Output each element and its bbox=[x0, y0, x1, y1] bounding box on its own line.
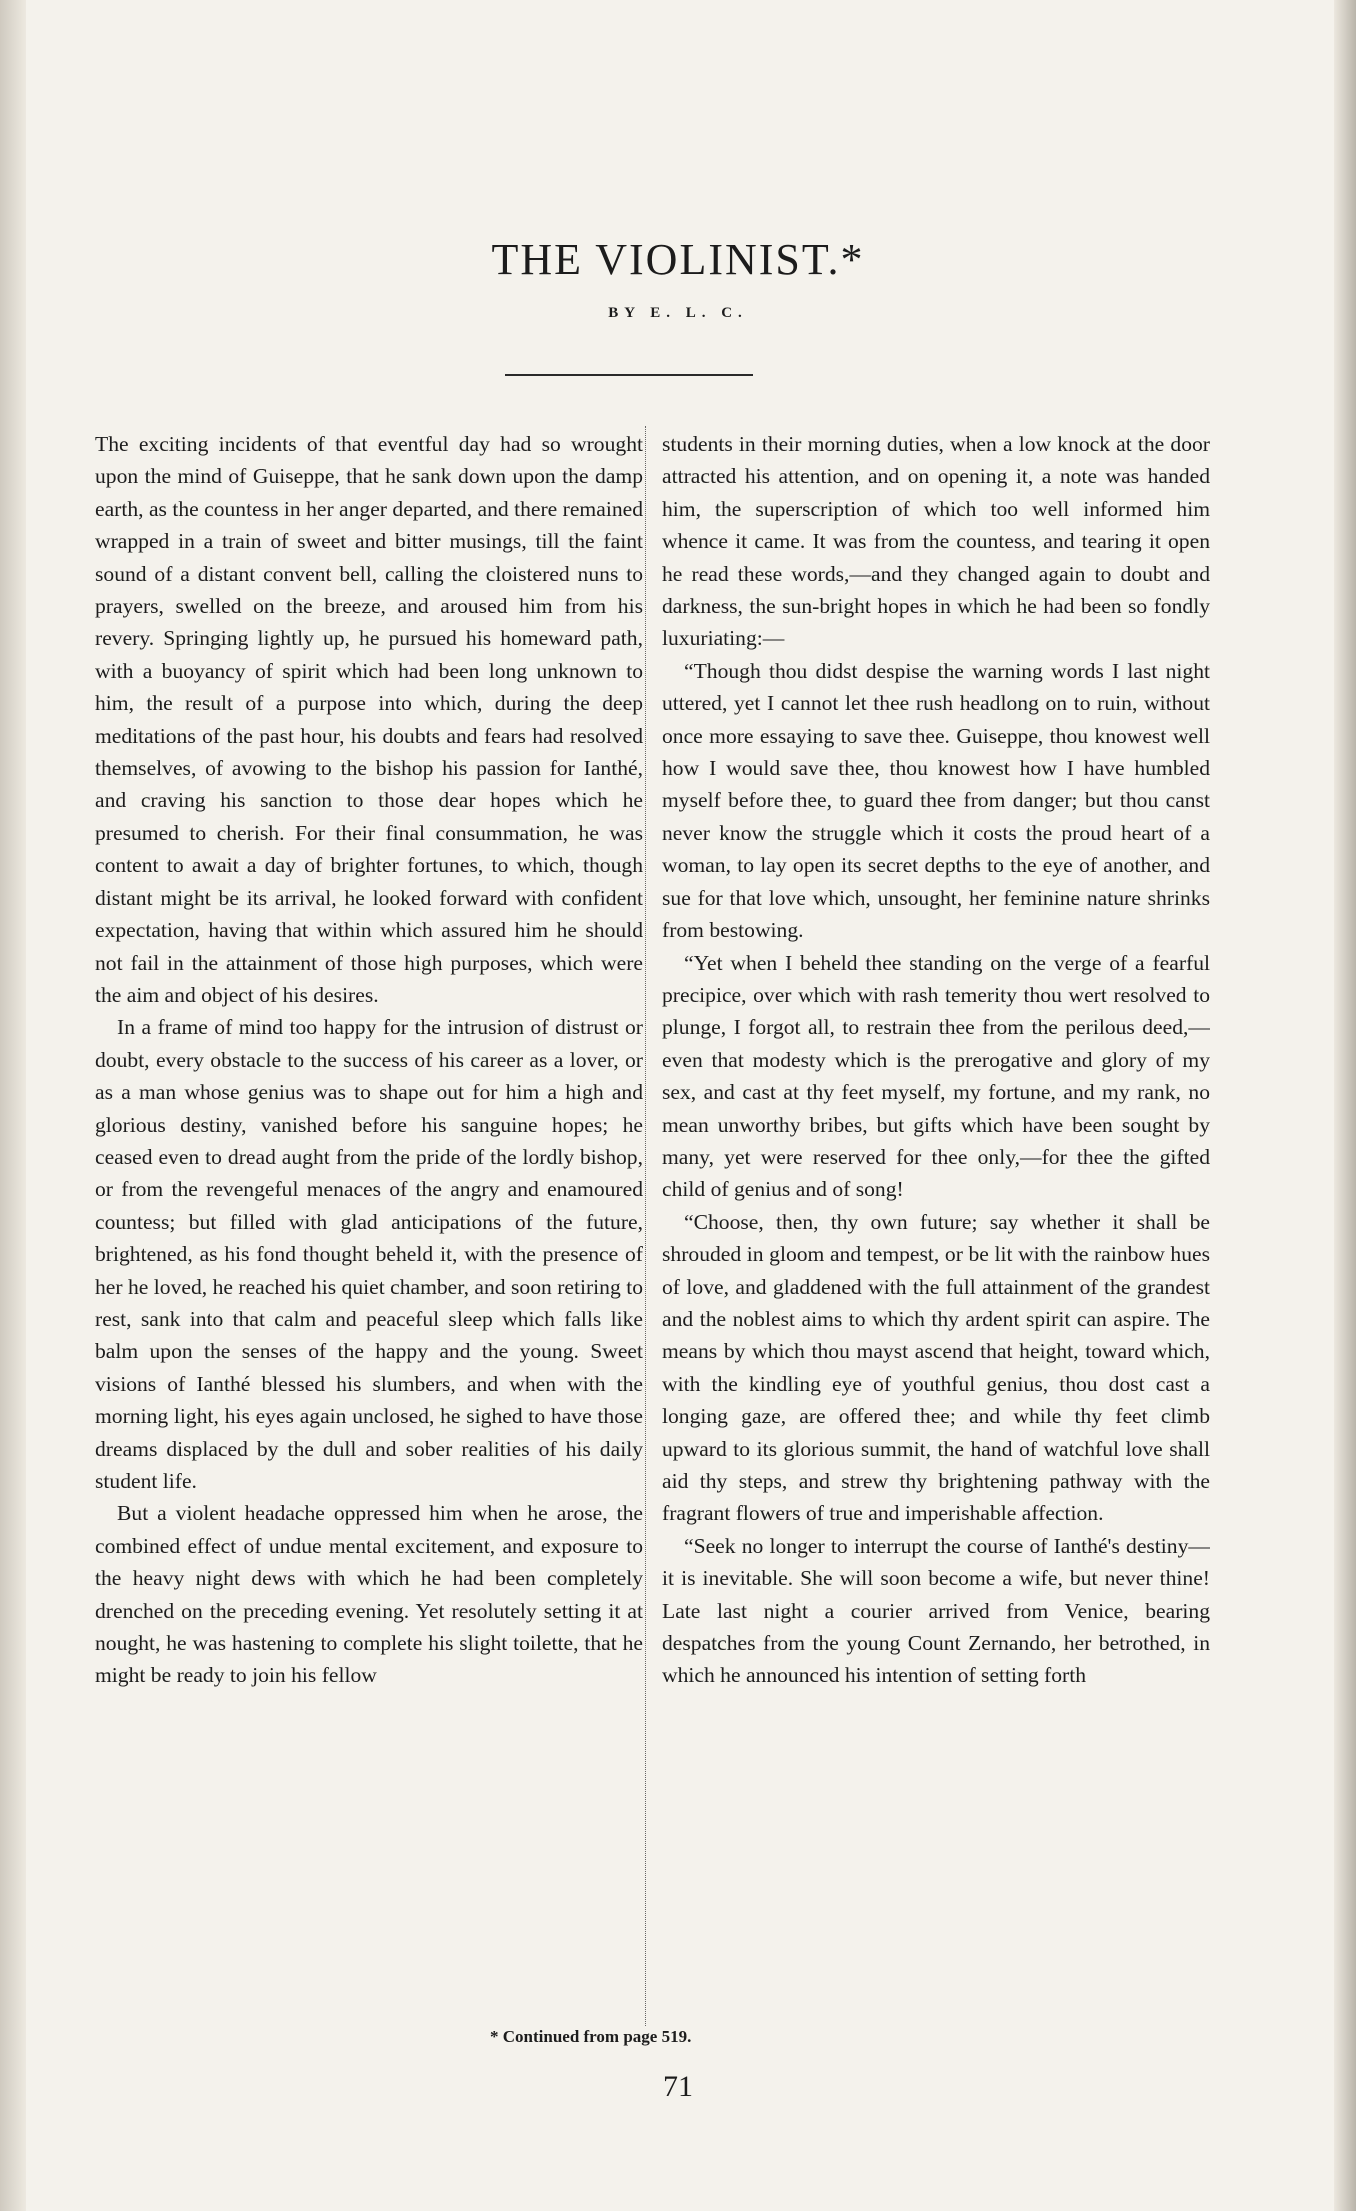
footnote: * Continued from page 519. bbox=[490, 2027, 692, 2046]
paragraph: students in their morning duties, when a low knock at the door attracted his attention, and on opening it, a note was handed him, the superscription of which too well informed him whence it came. It was from the countess, and tearing it open he read these words,—and they changed again to doubt and darkness, the sun-bright hopes in which he had been so fondly luxuriating:— bbox=[662, 432, 1210, 651]
paragraph: “Choose, then, thy own future; say whether it shall be shrouded in gloom and tempest, or be lit with the rainbow hues of love, and gladdened with the full attainment of the grandest and the noblest aims to which thy ardent spirit can aspire. The means by which thou mayst ascend that height, toward which, with the kindling eye of youthful genius, thou dost cast a longing gaze, are offered thee; and while thy feet climb upward to its glorious summit, the hand of watchful love shall aid thy steps, and strew thy brightening pathway with the fragrant flowers of true and imperishable affection. bbox=[662, 1209, 1210, 1526]
paragraph: The exciting incidents of that eventful day had so wrought upon the mind of Guiseppe, that he sank down upon the damp earth, as the countess in her anger departed, and there remained wrapped in a train of sweet and bitter musings, till the faint sound of a distant convent bell, calling the cloistered nuns to prayers, swelled on the breeze, and aroused him from his revery. Springing lightly up, he pursued his homeward path, with a buoyancy of spirit which had been long unknown to him, the result of a purpose into which, during the deep meditations of the past hour, his doubts and fears had resolved themselves, of avowing to the bishop his passion for Ianthé, and craving his sanction to those dear hopes which he presumed to cherish. For their final consummation, he was content to await a day of brighter fortunes, to which, though distant might be its arrival, he looked forward with confident expectation, having that within which assured him he should not fail in the attainment of those high purposes, which were the aim and object of his desires. bbox=[95, 432, 643, 1007]
paragraph: “Seek no longer to interrupt the course of Ianthé's destiny—it is inevitable. She will soon become a wife, but never thine! Late last night a courier arrived from Venice, bearing despatches from the young Count Zernando, her betrothed, in which he announced his intention of setting forth bbox=[662, 1533, 1210, 1688]
page-number: 71 bbox=[663, 2070, 693, 2103]
paragraph: But a violent headache oppressed him when he arose, the combined effect of undue mental excitement, and exposure to the heavy night dews with which he had been completely drenched on the preceding evening. Yet resolutely setting it at nought, he was hastening to complete his slight toilette, that he might be ready to join his fellow bbox=[95, 1501, 643, 1688]
page-right-edge bbox=[1334, 0, 1356, 2211]
article-byline: BY E. L. C. bbox=[608, 305, 748, 321]
right-column bbox=[662, 428, 1210, 2023]
paragraph: “Though thou didst despise the warning words I last night uttered, yet I cannot let thee rush headlong on to ruin, without once more essaying to save thee. Guiseppe, thou knowest well how I would save thee, thou knowest how I have humbled myself before thee, to guard thee from danger; but thou canst never know the struggle which it costs the proud heart of a woman, to lay open its secret depths to the eye of another, and sue for that love which, unsought, her feminine nature shrinks from bestowing. bbox=[662, 658, 1210, 943]
article-title: THE VIOLINIST.* bbox=[491, 235, 865, 285]
paragraph: “Yet when I beheld thee standing on the verge of a fearful precipice, over which with rash temerity thou wert resolved to plunge, I forgot all, to restrain thee from the perilous deed,—even that modesty which is the prerogative and glory of my sex, and cast at thy feet myself, my fortune, and my rank, no mean unworthy bribes, but gifts which have been sought by many, yet were reserved for thee only,—for thee the gifted child of genius and of song! bbox=[662, 950, 1210, 1202]
paragraph: In a frame of mind too happy for the intrusion of distrust or doubt, every obstacle to the success of his career as a lover, or as a man whose genius was to shape out for him a high and glorious destiny, vanished before his sanguine hopes; he ceased even to dread aught from the pride of the lordly bishop, or from the revengeful menaces of the angry and enamoured countess; but filled with glad anticipations of the future, brightened, as his fond thought beheld it, with the presence of her he loved, he reached his quiet chamber, and soon retiring to rest, sank into that calm and peaceful sleep which falls like balm upon the senses of the happy and the young. Sweet visions of Ianthé blessed his slumbers, and when with the morning light, his eyes again unclosed, he sighed to have those dreams displaced by the dull and sober realities of his daily student life. bbox=[95, 1015, 643, 1493]
title-divider bbox=[505, 374, 753, 379]
column-divider bbox=[645, 426, 646, 2026]
left-column bbox=[95, 428, 643, 2023]
page-left-edge bbox=[0, 0, 26, 2211]
